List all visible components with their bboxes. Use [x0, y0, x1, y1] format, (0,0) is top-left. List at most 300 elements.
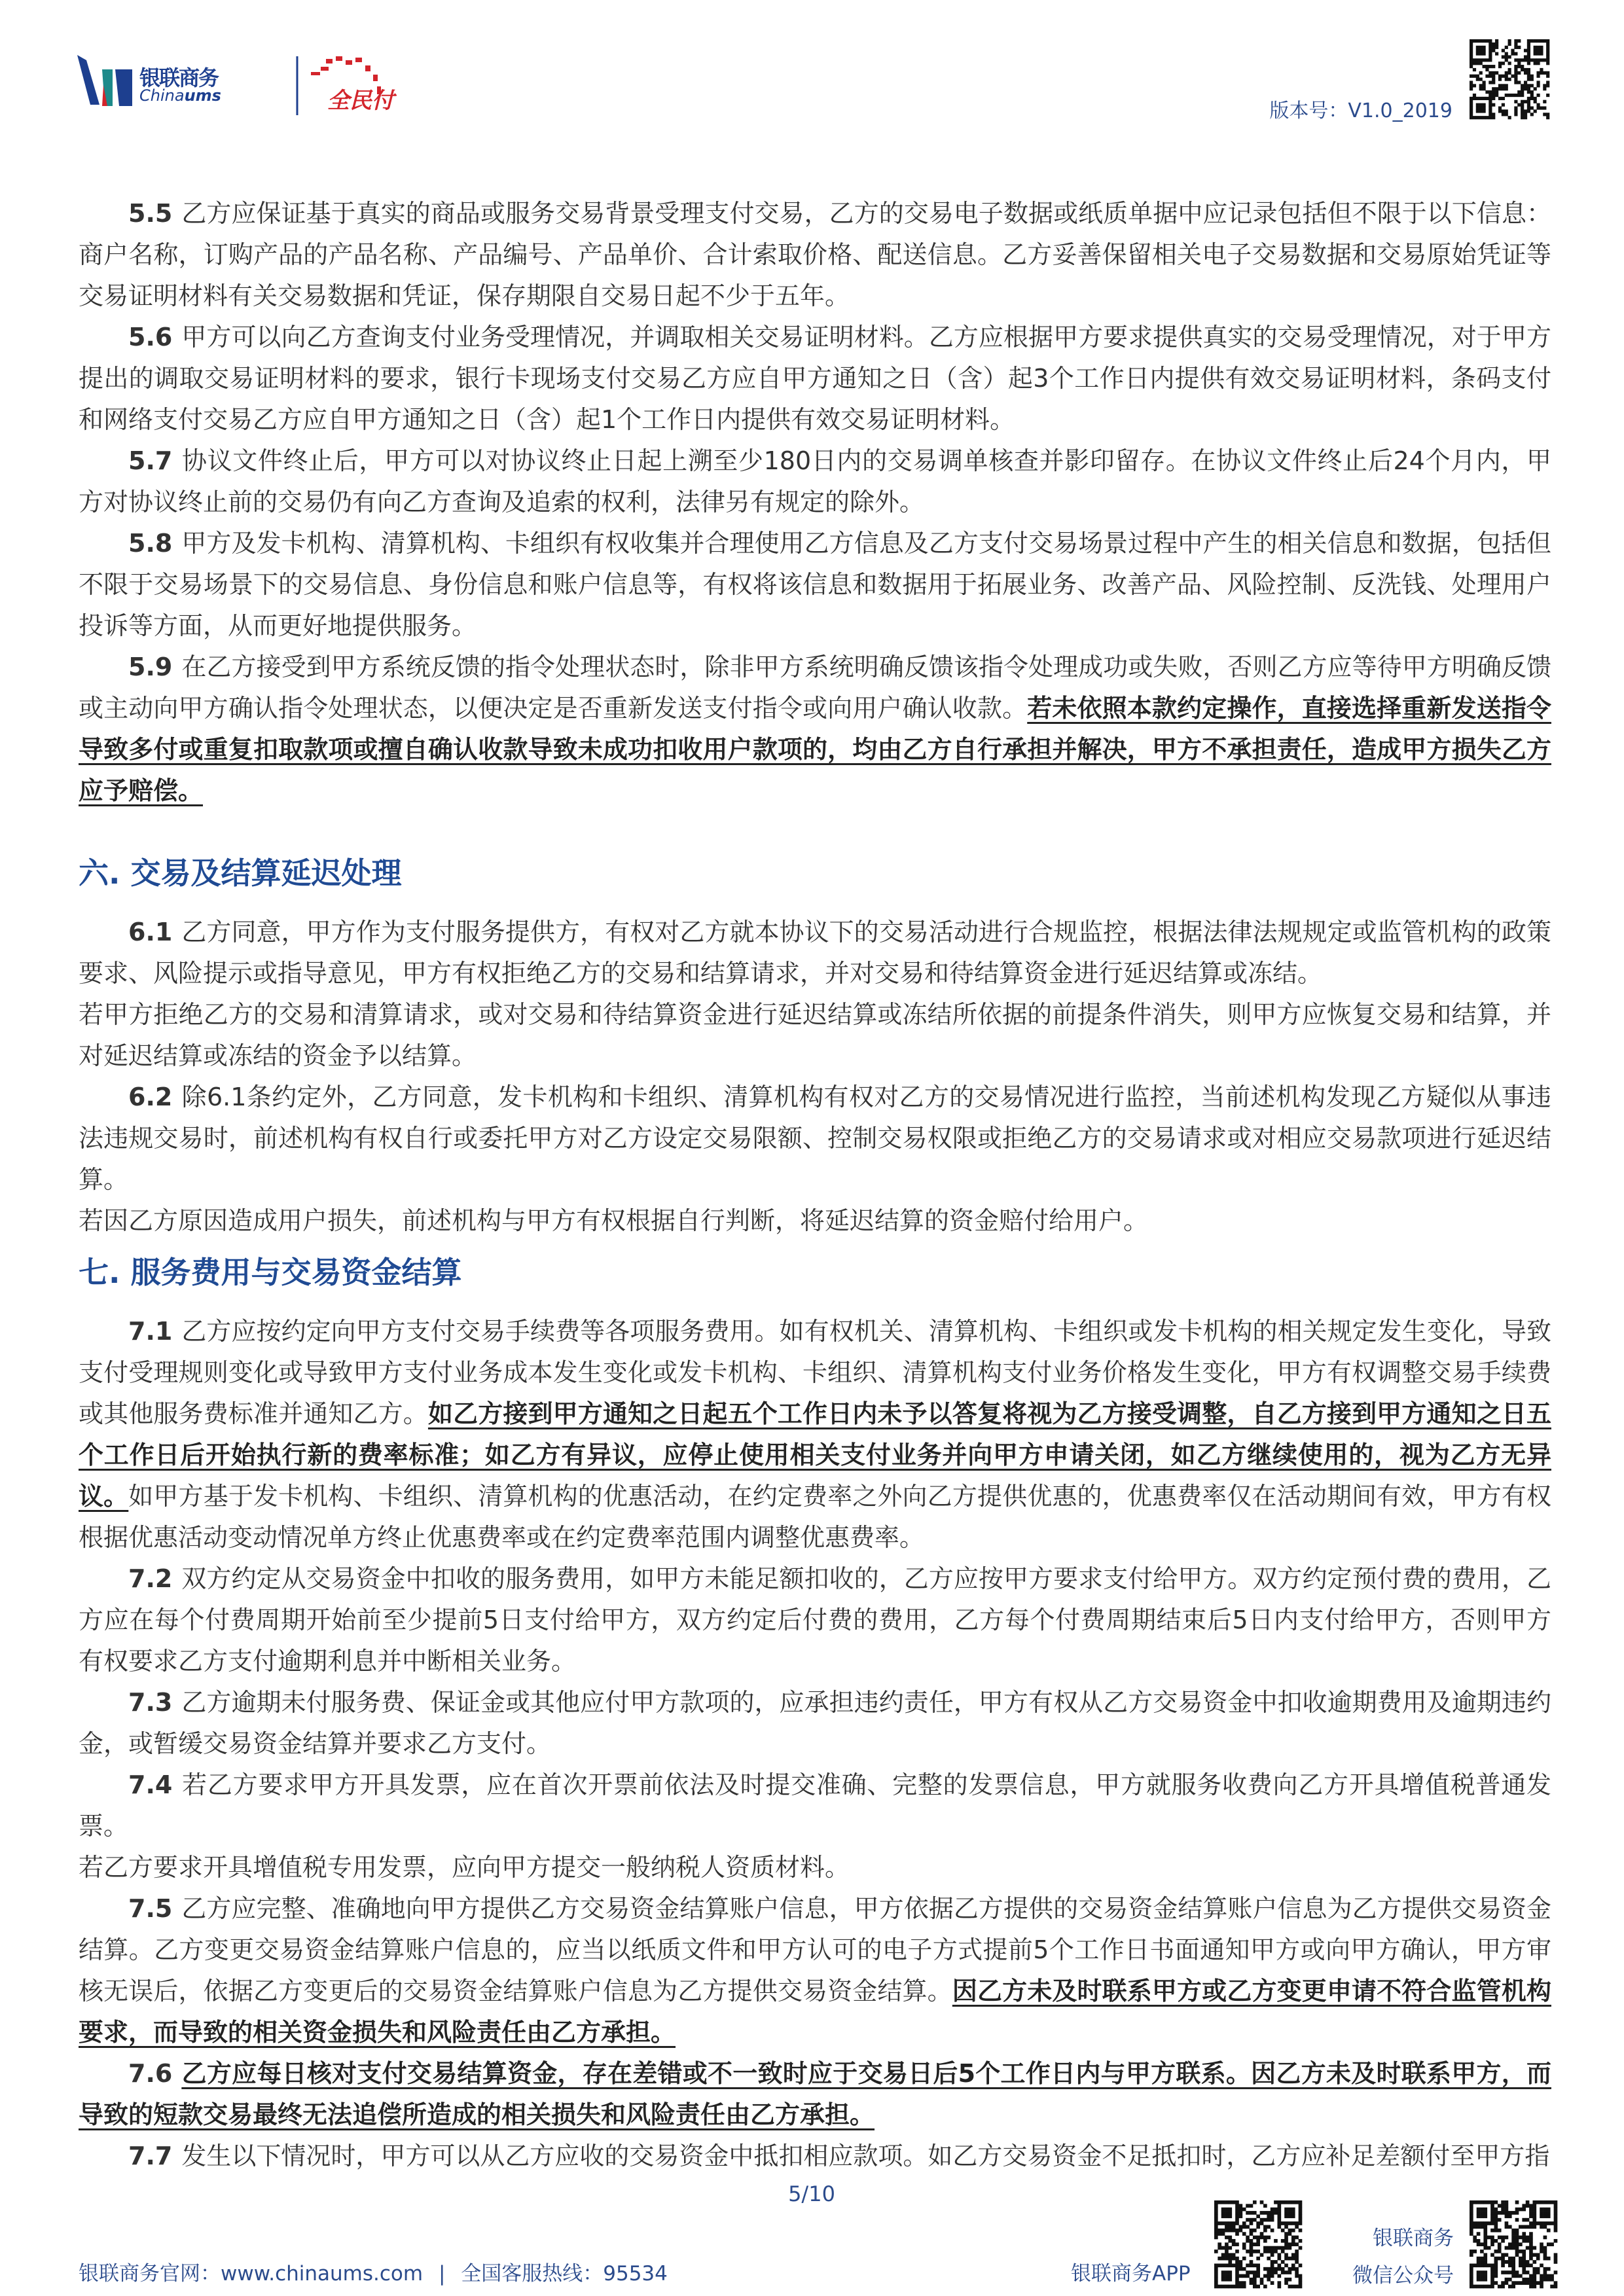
- qr-module: [1543, 2208, 1547, 2212]
- qr-module: [1540, 2225, 1543, 2229]
- qr-module: [1514, 39, 1517, 43]
- qr-module: [1494, 2214, 1498, 2218]
- qr-module: [1225, 2214, 1229, 2218]
- qr-module: [1281, 2250, 1285, 2253]
- qr-module: [1299, 2285, 1303, 2289]
- qr-module: [1256, 2225, 1260, 2229]
- qr-module: [1501, 2208, 1505, 2212]
- qr-module: [1508, 2257, 1512, 2261]
- qr-module: [1246, 2211, 1250, 2215]
- qr-module: [1489, 103, 1492, 107]
- qr-module: [1517, 62, 1521, 65]
- qr-module: [1235, 2257, 1239, 2261]
- qr-module: [1534, 62, 1537, 65]
- qr-module: [1274, 2246, 1278, 2250]
- qr-module: [1480, 2225, 1484, 2229]
- qr-module: [1517, 58, 1521, 62]
- qr-module: [1473, 58, 1476, 62]
- qr-module: [1522, 2257, 1526, 2261]
- clause-7-1: [79, 1311, 1551, 1558]
- qr-module: [1540, 49, 1543, 52]
- qr-module: [1291, 2257, 1295, 2261]
- qr-module: [1470, 65, 1473, 68]
- qr-module: [1291, 2263, 1295, 2267]
- qr-module: [1536, 81, 1540, 84]
- qr-module: [1508, 68, 1511, 71]
- qr-module: [1473, 2263, 1477, 2267]
- qr-module: [1532, 2204, 1536, 2208]
- qr-module: [1295, 2285, 1299, 2289]
- qr-module: [1295, 2221, 1299, 2225]
- qr-module: [1221, 2229, 1225, 2233]
- qr-module: [1476, 75, 1479, 78]
- qr-module: [1277, 2267, 1281, 2271]
- qr-module: [1263, 2274, 1267, 2278]
- qr-module: [1526, 2270, 1530, 2274]
- qr-module: [1543, 87, 1546, 90]
- qr-module: [1546, 71, 1549, 75]
- qr-module: [1487, 2221, 1491, 2225]
- qr-module: [1483, 2225, 1487, 2229]
- qr-module: [1480, 2211, 1484, 2215]
- qr-module: [1508, 39, 1511, 43]
- qr-module: [1295, 2270, 1299, 2274]
- qr-module: [1511, 2267, 1515, 2271]
- qr-module: [1554, 2229, 1558, 2233]
- qr-module: [1470, 2278, 1473, 2282]
- qr-module: [1256, 2267, 1260, 2271]
- qr-module: [1529, 2278, 1533, 2282]
- qr-module: [1492, 49, 1495, 52]
- qr-module: [1221, 2257, 1225, 2261]
- qr-module: [1505, 2270, 1509, 2274]
- qr-module: [1543, 2200, 1547, 2204]
- qr-module: [1235, 2204, 1239, 2208]
- qr-module: [1543, 100, 1546, 103]
- qr-module: [1527, 75, 1530, 78]
- qr-module: [1508, 2242, 1512, 2246]
- qr-module: [1242, 2225, 1246, 2229]
- qr-module: [1235, 2267, 1239, 2271]
- qr-module: [1225, 2211, 1229, 2215]
- qr-module: [1483, 103, 1486, 107]
- qr-module: [1476, 52, 1479, 56]
- qr-module: [1235, 2285, 1239, 2289]
- qr-module: [1543, 71, 1546, 75]
- qr-module: [1271, 2263, 1274, 2267]
- qr-module: [1547, 2278, 1551, 2282]
- qr-module: [1543, 2278, 1547, 2282]
- qr-module: [1508, 94, 1511, 97]
- qr-module: [1225, 2263, 1229, 2267]
- qr-module: [1508, 2214, 1512, 2218]
- qr-module: [1476, 46, 1479, 49]
- qr-module: [1522, 2239, 1526, 2243]
- qr-module: [1505, 52, 1508, 56]
- qr-module: [1521, 103, 1524, 107]
- qr-module: [1485, 58, 1489, 62]
- footer-hotline: 全国客服热线：95534: [461, 2262, 668, 2286]
- qr-module: [1225, 2242, 1229, 2246]
- qr-module: [1299, 2200, 1303, 2204]
- qr-module: [1487, 2246, 1491, 2250]
- qr-module: [1263, 2225, 1267, 2229]
- qr-module: [1529, 2204, 1533, 2208]
- qr-module: [1267, 2250, 1271, 2253]
- qr-module: [1489, 97, 1492, 100]
- qr-module: [1502, 113, 1505, 116]
- clause-text: 乙方逾期未付服务费、保证金或其他应付甲方款项的，应承担违约责任，甲方有权从乙方交易资金中扣收逾期费用及逾期违约金，或暂缓交易资金结算并要求乙方支付。: [79, 1688, 1551, 1758]
- qr-module: [1214, 2281, 1218, 2285]
- qr-module: [1218, 2200, 1221, 2204]
- qr-module: [1221, 2208, 1225, 2212]
- qr-module: [1522, 2260, 1526, 2264]
- qr-module: [1291, 2221, 1295, 2225]
- qr-module: [1536, 103, 1540, 107]
- qr-module: [1522, 2270, 1526, 2274]
- qr-module: [1540, 2285, 1543, 2289]
- qr-module: [1546, 49, 1549, 52]
- qr-code-icon: [1470, 39, 1549, 119]
- qr-module: [1477, 2242, 1481, 2246]
- qr-module: [1225, 2270, 1229, 2274]
- qr-module: [1517, 103, 1521, 107]
- qr-module: [1221, 2270, 1225, 2274]
- qr-module: [1214, 2204, 1218, 2208]
- qr-module: [1546, 55, 1549, 58]
- qr-module: [1470, 109, 1473, 113]
- qr-module: [1546, 43, 1549, 46]
- qr-module: [1505, 2260, 1509, 2264]
- qr-module: [1483, 2285, 1487, 2289]
- qr-module: [1515, 2208, 1519, 2212]
- qr-module: [1508, 2225, 1512, 2229]
- qr-module: [1526, 2218, 1530, 2222]
- qr-module: [1530, 97, 1534, 100]
- qr-module: [1214, 2236, 1218, 2240]
- qr-module: [1543, 2270, 1547, 2274]
- qr-module: [1246, 2250, 1250, 2253]
- qr-module: [1530, 84, 1534, 87]
- qr-module: [1524, 116, 1527, 119]
- qr-module: [1527, 90, 1530, 94]
- qr-module: [1529, 2242, 1533, 2246]
- qr-module: [1511, 2285, 1515, 2289]
- qr-module: [1530, 90, 1534, 94]
- app-label: 银联商务APP: [1071, 2262, 1191, 2286]
- qr-module: [1246, 2270, 1250, 2274]
- qr-module: [1256, 2236, 1260, 2240]
- qr-module: [1288, 2211, 1292, 2215]
- qr-module: [1479, 87, 1483, 90]
- clause-emphasis: 乙方应每日核对支付交易结算资金，存在差错或不一致时应于交易日后5个工作日内与甲方联系。因乙方未及时联系甲方，而导致的短款交易最终无法追偿所造成的相关损失和风险责任由乙方承担。: [79, 2059, 1551, 2129]
- wechat-label-line2: 微信公众号: [1352, 2264, 1454, 2287]
- qr-module: [1540, 2211, 1543, 2215]
- qr-module: [1246, 2218, 1250, 2222]
- qr-module: [1494, 2263, 1498, 2267]
- qr-module: [1495, 94, 1498, 97]
- qr-module: [1532, 2253, 1536, 2257]
- qr-module: [1274, 2267, 1278, 2271]
- qr-module: [1473, 116, 1476, 119]
- qr-module: [1530, 113, 1534, 116]
- qr-module: [1550, 2285, 1554, 2289]
- qr-module: [1232, 2221, 1236, 2225]
- qr-module: [1221, 2263, 1225, 2267]
- qr-module: [1514, 109, 1517, 113]
- qr-module: [1221, 2285, 1225, 2289]
- qr-module: [1260, 2221, 1264, 2225]
- qr-module: [1527, 39, 1530, 43]
- clause-number: 7.7: [128, 2142, 173, 2170]
- qr-module: [1526, 2281, 1530, 2285]
- qr-module: [1295, 2257, 1299, 2261]
- qr-module: [1546, 94, 1549, 97]
- qr-module: [1477, 2208, 1481, 2212]
- qr-module: [1239, 2260, 1243, 2264]
- clause-text: 乙方应按约定向甲方支付交易手续费等各项服务费用。如有权机关、清算机构、卡组织或发卡机构的相关规定发生变化，导致支付受理规则变化或导致甲方支付业务成本发生变化或发卡机构、卡组织、清算机构支付业务价格发生变化，甲方有权调整交易手续费或其他服务费标准并通知乙方。: [79, 1317, 1551, 1428]
- qr-module: [1489, 49, 1492, 52]
- clause-emphasis: 如乙方接到甲方通知之日起五个工作日内未予以答复将视为乙方接受调整，自乙方接到甲方通知之日五个工作日后开始执行新的费率标准；如乙方有异议，应停止使用相关支付业务并向甲方申请关闭，如乙方继续使用的，视为乙方无异议。: [79, 1399, 1551, 1511]
- qr-module: [1256, 2239, 1260, 2243]
- qr-module: [1489, 90, 1492, 94]
- qr-module: [1490, 2263, 1494, 2267]
- qr-module: [1299, 2274, 1303, 2278]
- qr-module: [1508, 2278, 1512, 2282]
- qr-module: [1271, 2229, 1274, 2233]
- qr-module: [1511, 2270, 1515, 2274]
- qr-module: [1498, 2211, 1502, 2215]
- qr-module: [1250, 2221, 1254, 2225]
- qr-module: [1529, 2225, 1533, 2229]
- qr-module: [1508, 2246, 1512, 2250]
- qr-module: [1550, 2242, 1554, 2246]
- qr-module: [1501, 2211, 1505, 2215]
- qr-module: [1508, 116, 1511, 119]
- qr-module: [1529, 2214, 1533, 2218]
- qr-module: [1494, 2274, 1498, 2278]
- qr-module: [1502, 75, 1505, 78]
- qr-module: [1274, 2211, 1278, 2215]
- qr-module: [1235, 2270, 1239, 2274]
- qr-module: [1284, 2232, 1288, 2236]
- qr-module: [1515, 2253, 1519, 2257]
- qr-module: [1473, 2236, 1477, 2240]
- qr-module: [1483, 109, 1486, 113]
- qr-module: [1502, 55, 1505, 58]
- qr-module: [1470, 84, 1473, 87]
- qr-module: [1502, 49, 1505, 52]
- qr-module: [1511, 2274, 1515, 2278]
- qr-module: [1221, 2214, 1225, 2218]
- qr-module: [1502, 103, 1505, 107]
- qr-module: [1470, 2214, 1473, 2218]
- qr-module: [1540, 2214, 1543, 2218]
- clause-number: 7.1: [128, 1317, 173, 1346]
- qr-module: [1554, 2221, 1558, 2225]
- clause-text-tail: 如甲方基于发卡机构、卡组织、清算机构的优惠活动，在约定费率之外向乙方提供优惠的，优惠费率仅在活动期间有效，甲方有权根据优惠活动变动情况单方终止优惠费率或在约定费率范围内调整优惠费率。: [79, 1482, 1551, 1552]
- qr-module: [1271, 2274, 1274, 2278]
- qr-module: [1476, 78, 1479, 81]
- qr-module: [1508, 78, 1511, 81]
- qr-module: [1494, 2270, 1498, 2274]
- qr-module: [1284, 2270, 1288, 2274]
- clause-5-5: [79, 193, 1551, 317]
- qr-module: [1527, 103, 1530, 107]
- qr-module: [1242, 2232, 1246, 2236]
- qr-module: [1299, 2278, 1303, 2282]
- qr-module: [1502, 97, 1505, 100]
- qr-module: [1253, 2229, 1257, 2233]
- qr-module: [1519, 2208, 1523, 2212]
- qr-module: [1529, 2208, 1533, 2212]
- qr-module: [1288, 2285, 1292, 2289]
- qr-module: [1214, 2285, 1218, 2289]
- qr-module: [1490, 2239, 1494, 2243]
- qr-module: [1521, 68, 1524, 71]
- qr-module: [1494, 2250, 1498, 2253]
- qr-module: [1554, 2253, 1558, 2257]
- clause-text: 协议文件终止后，甲方可以对协议终止日起上溯至少180日内的交易调单核查并影印留存。在协议文件终止后24个月内，甲方对协议终止前的交易仍有向乙方查询及追索的权利，法律另有规定的除外。: [79, 446, 1551, 516]
- qr-module: [1547, 2211, 1551, 2215]
- qr-module: [1536, 58, 1540, 62]
- qr-module: [1483, 2236, 1487, 2240]
- qr-module: [1274, 2239, 1278, 2243]
- qr-module: [1522, 2267, 1526, 2271]
- qr-module: [1483, 116, 1486, 119]
- qr-module: [1524, 81, 1527, 84]
- qr-module: [1242, 2246, 1246, 2250]
- qr-module: [1473, 2221, 1477, 2225]
- qr-module: [1479, 109, 1483, 113]
- qr-module: [1494, 2218, 1498, 2222]
- qr-module: [1515, 2270, 1519, 2274]
- qr-module: [1547, 2200, 1551, 2204]
- qr-module: [1480, 2214, 1484, 2218]
- qr-module: [1267, 2257, 1271, 2261]
- qr-module: [1483, 2257, 1487, 2261]
- qr-module: [1522, 2263, 1526, 2267]
- qr-module: [1550, 2200, 1554, 2204]
- qr-module: [1526, 2278, 1530, 2282]
- qr-module: [1546, 46, 1549, 49]
- qr-module: [1536, 46, 1540, 49]
- qr-module: [1485, 90, 1489, 94]
- qr-module: [1253, 2200, 1257, 2204]
- qr-module: [1514, 100, 1517, 103]
- qr-module: [1521, 106, 1524, 109]
- qr-module: [1281, 2267, 1285, 2271]
- qr-module: [1540, 71, 1543, 75]
- qr-module: [1218, 2246, 1221, 2250]
- qr-module: [1246, 2204, 1250, 2208]
- qr-module: [1529, 2211, 1533, 2215]
- qr-module: [1502, 62, 1505, 65]
- qr-module: [1547, 2274, 1551, 2278]
- qr-module: [1501, 2204, 1505, 2208]
- qr-module: [1260, 2281, 1264, 2285]
- qr-module: [1490, 2267, 1494, 2271]
- qr-module: [1473, 39, 1476, 43]
- qr-module: [1235, 2281, 1239, 2285]
- qr-module: [1519, 2274, 1523, 2278]
- qr-module: [1250, 2278, 1254, 2282]
- qr-module: [1277, 2285, 1281, 2289]
- qr-module: [1485, 39, 1489, 43]
- qr-module: [1515, 2236, 1519, 2240]
- qr-module: [1554, 2204, 1558, 2208]
- footer-website[interactable]: 银联商务官网：www.chinaums.com: [79, 2262, 424, 2286]
- qr-module: [1517, 90, 1521, 94]
- qr-module: [1540, 2208, 1543, 2212]
- qr-module: [1470, 2204, 1473, 2208]
- qr-module: [1529, 2274, 1533, 2278]
- qr-module: [1232, 2257, 1236, 2261]
- qr-module: [1483, 2260, 1487, 2264]
- qr-module: [1505, 2208, 1509, 2212]
- qr-module: [1527, 58, 1530, 62]
- qr-module: [1477, 2211, 1481, 2215]
- qr-module: [1485, 116, 1489, 119]
- qr-module: [1263, 2267, 1267, 2271]
- qr-module: [1470, 81, 1473, 84]
- qr-module: [1291, 2229, 1295, 2233]
- qr-module: [1470, 58, 1473, 62]
- qr-module: [1479, 58, 1483, 62]
- qr-module: [1477, 2257, 1481, 2261]
- qr-module: [1288, 2200, 1292, 2204]
- qr-module: [1470, 62, 1473, 65]
- qr-module: [1519, 2242, 1523, 2246]
- qr-module: [1521, 116, 1524, 119]
- qr-module: [1260, 2236, 1264, 2240]
- qr-module: [1529, 2285, 1533, 2289]
- qr-module: [1470, 2232, 1473, 2236]
- qr-module: [1515, 2218, 1519, 2222]
- qr-module: [1532, 2270, 1536, 2274]
- qr-module: [1299, 2263, 1303, 2267]
- qr-module: [1218, 2221, 1221, 2225]
- clause-text: 发生以下情况时，甲方可以从乙方应收的交易资金中抵扣相应款项。如乙方交易资金不足抵扣时，乙方应补足差额付至甲方指: [181, 2142, 1550, 2170]
- qr-module: [1505, 87, 1508, 90]
- qr-module: [1508, 2260, 1512, 2264]
- qr-module: [1519, 2250, 1523, 2253]
- qr-module: [1479, 52, 1483, 56]
- qr-module: [1508, 62, 1511, 65]
- qr-module: [1547, 2257, 1551, 2261]
- qr-module: [1267, 2270, 1271, 2274]
- qr-module: [1256, 2263, 1260, 2267]
- qr-module: [1517, 94, 1521, 97]
- qr-module: [1253, 2211, 1257, 2215]
- qr-module: [1260, 2253, 1264, 2257]
- qr-module: [1508, 2211, 1512, 2215]
- qr-module: [1284, 2225, 1288, 2229]
- qr-module: [1288, 2257, 1292, 2261]
- qr-module: [1527, 97, 1530, 100]
- qr-module: [1246, 2263, 1250, 2267]
- qr-module: [1483, 2200, 1487, 2204]
- qr-module: [1476, 39, 1479, 43]
- qr-module: [1492, 71, 1495, 75]
- qr-module: [1253, 2278, 1257, 2282]
- qr-module: [1514, 78, 1517, 81]
- qr-module: [1235, 2250, 1239, 2253]
- qr-module: [1532, 2260, 1536, 2264]
- qr-module: [1508, 2263, 1512, 2267]
- qr-module: [1536, 84, 1540, 87]
- qr-module: [1536, 2281, 1540, 2285]
